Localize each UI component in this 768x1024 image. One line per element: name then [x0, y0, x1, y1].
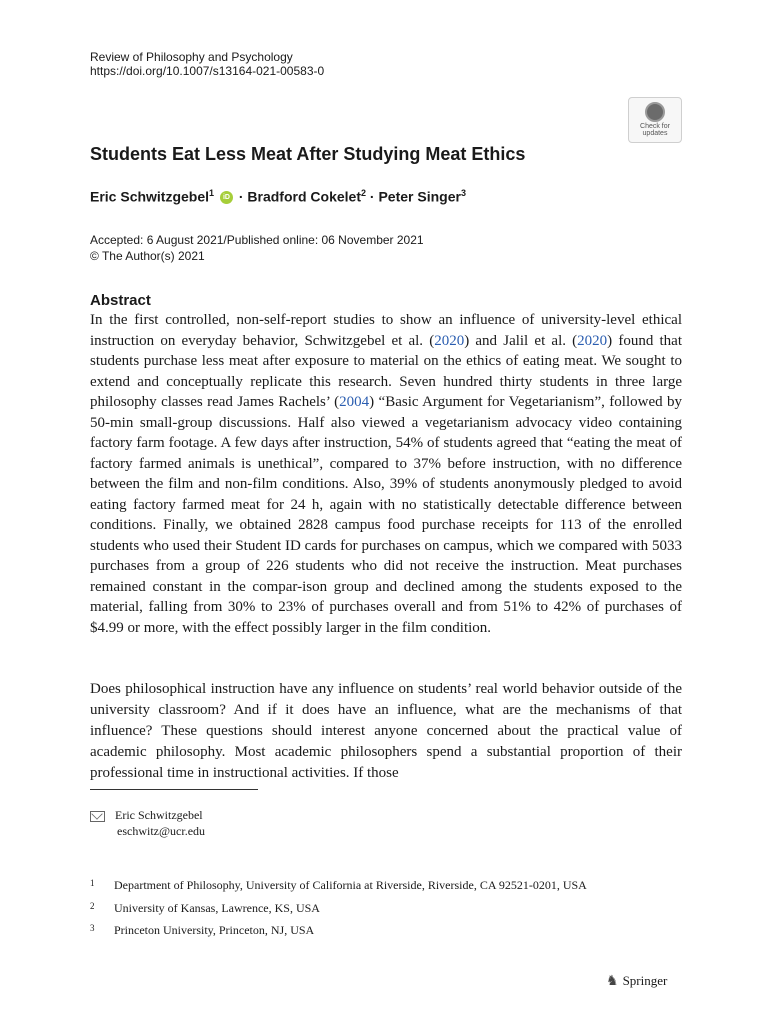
check-for-updates-badge[interactable] [628, 97, 682, 143]
author-separator: · [234, 188, 248, 205]
author-list [90, 188, 466, 205]
journal-name: Review of Philosophy and Psychology [90, 50, 293, 64]
paper-title: Students Eat Less Meat After Studying Meat Ethics [90, 144, 526, 164]
author-name[interactable]: Bradford Cokelet [247, 188, 361, 205]
footnote-divider [90, 789, 258, 790]
springer-horse-icon: ♞ [606, 974, 619, 989]
abstract-text [90, 310, 682, 638]
author-name[interactable]: Eric Schwitzgebel [90, 188, 210, 205]
affiliation-item [90, 878, 587, 893]
doi-link[interactable]: https://doi.org/10.1007/s13164-021-00583-0 [90, 64, 325, 78]
mail-icon [90, 811, 105, 822]
correspondence [90, 807, 205, 839]
abstract-part: In the first controlled, non-self-report studies to show an influence of university-level ethical instruction on everyday behavior, Schwitzgebel et al. ( [90, 312, 682, 349]
check-for-updates-icon [645, 102, 665, 122]
badge-line1: Check for [640, 123, 670, 130]
accepted-date: Accepted: 6 August 2021/Published online: 06 November 2021 [90, 233, 424, 247]
journal-header [90, 50, 324, 78]
affiliation-number: 3 [90, 923, 95, 933]
affiliation-number: 1 [90, 878, 95, 888]
affiliation-text: University of Kansas, Lawrence, KS, USA [114, 901, 320, 915]
publisher-name: Springer [622, 973, 668, 988]
badge-line2: updates [642, 130, 668, 137]
affiliation-text: Princeton University, Princeton, NJ, USA [114, 923, 315, 937]
author-name[interactable]: Peter Singer [378, 188, 461, 205]
author-aff: 2 [360, 188, 366, 198]
corresponding-author: Eric Schwitzgebel [115, 808, 203, 822]
citation-link[interactable]: 2020 [434, 332, 465, 349]
author-aff: 3 [460, 188, 466, 198]
affiliation-number: 2 [90, 901, 95, 911]
author-aff: 1 [209, 188, 215, 198]
abstract-heading: Abstract [90, 292, 151, 309]
body-paragraph: Does philosophical instruction have any influence on students’ real world behavior outside of the university classroom? And if it does have an influence, what are the mechanisms of that influence? These questions should interest anyone concerned about the practical value of academic philosophy. Most academic philosophers spend a substantial proportion of their professional time in instructional activities. If those [90, 681, 682, 781]
citation-link[interactable]: 2020 [577, 332, 608, 349]
publication-dates [90, 232, 424, 264]
citation-link[interactable]: 2004 [339, 394, 370, 410]
abstract-part: ) found that students purchase less meat after exposure to material on the ethics of eating meat. We sought to extend and conceptually replicate this research. Seven hundred thirty students in three large philosophy classes read James Rachels’ ( [90, 332, 683, 410]
orcid-icon[interactable]: iD [220, 191, 233, 204]
affiliation-item [90, 901, 320, 916]
abstract-part: ) “Basic Argument for Vegetarianism”, followed by 50-min small-group discussions. Half also viewed a vegetarianism advocacy video containing factory farm footage. A few days after instruction, 54% of students agreed that “eating the meat of factory farmed animals is unethical”, compared to 37% before instruction, with no difference between the film and non-film conditions. Also, 39% of students anonymously pledged to avoid eating factory farmed meat for 24 h, again with no statistically detectable difference between conditions. Finally, we obtained 2828 campus food purchase receipts for 113 of the enrolled students who used their Student ID cards for purchases on campus, which we compared with 5033 purchases from a group of 226 students who did not receive the instruction. Meat purchases remained constant in the compar-ison group and declined among the students exposed to the material, falling from 30% to 23% of purchases overall and from 51% to 42% of purchases of $4.99 or more, with the effect possibly larger in the film condition. [90, 394, 683, 636]
affiliation-item [90, 923, 314, 938]
author-separator: · [366, 188, 379, 205]
affiliation-text: Department of Philosophy, University of California at Riverside, Riverside, CA 92521-0201, USA [114, 878, 587, 892]
copyright: © The Author(s) 2021 [90, 249, 205, 263]
corresponding-email[interactable]: eschwitz@ucr.edu [117, 824, 206, 838]
publisher-logo [606, 973, 667, 990]
abstract-part: ) and Jalil et al. ( [464, 332, 578, 349]
